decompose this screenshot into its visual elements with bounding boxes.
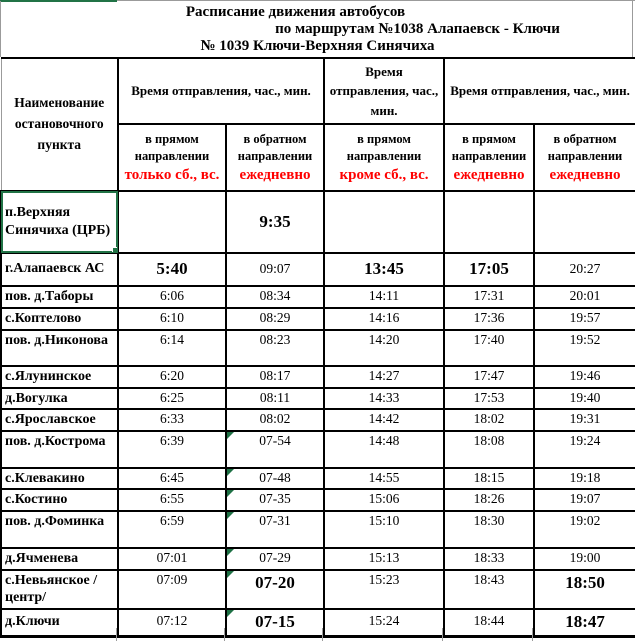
direction-label: в обратном направлении bbox=[547, 132, 623, 163]
bottom-gridline-3 bbox=[322, 628, 323, 641]
table-row bbox=[1, 431, 635, 468]
time-cell[interactable]: 19:31 bbox=[534, 409, 635, 431]
table-row bbox=[1, 330, 635, 366]
time-cell[interactable]: 13:45 bbox=[324, 253, 444, 286]
bottom-gridline-4 bbox=[442, 628, 443, 641]
time-cell[interactable]: 07:12 bbox=[118, 609, 226, 637]
time-cell[interactable]: 6:14 bbox=[118, 330, 226, 366]
header-stop-column[interactable]: Наименование остановочного пункта bbox=[1, 58, 118, 191]
time-cell[interactable]: 08:34 bbox=[226, 286, 324, 308]
direction-label: в обратном направлении bbox=[237, 132, 313, 163]
time-cell[interactable]: 18:47 bbox=[534, 609, 635, 637]
time-cell[interactable]: 14:16 bbox=[324, 308, 444, 330]
stop-cell[interactable]: с.Клевакино bbox=[1, 468, 118, 490]
time-cell[interactable]: 9:35 bbox=[226, 191, 324, 253]
table-row bbox=[1, 511, 635, 548]
bottom-gridline-1 bbox=[116, 628, 117, 641]
subheader-reverse-daily[interactable] bbox=[226, 124, 324, 191]
stop-cell[interactable]: пов. д.Таборы bbox=[1, 286, 118, 308]
stop-cell[interactable]: пов. д.Фоминка bbox=[1, 511, 118, 548]
time-cell[interactable]: 15:10 bbox=[324, 511, 444, 548]
time-cell[interactable]: 07:09 bbox=[118, 570, 226, 609]
title-line-3: № 1039 Ключи-Верхняя Синячиха bbox=[200, 38, 435, 54]
table-row bbox=[1, 609, 635, 637]
time-cell[interactable]: 6:25 bbox=[118, 388, 226, 410]
time-cell[interactable]: 17:47 bbox=[444, 366, 534, 388]
stop-cell[interactable]: д.Вогулка bbox=[1, 388, 118, 410]
stop-cell[interactable]: с.Коптелово bbox=[1, 308, 118, 330]
time-cell[interactable]: 18:02 bbox=[444, 409, 534, 431]
cell-error-triangle-icon bbox=[227, 469, 234, 476]
schedule-table bbox=[0, 57, 635, 638]
time-cell[interactable]: 18:43 bbox=[444, 570, 534, 609]
stop-cell[interactable]: с.Ялунинское bbox=[1, 366, 118, 388]
direction-label: в прямом направлении bbox=[134, 132, 210, 163]
time-cell[interactable]: 15:24 bbox=[324, 609, 444, 637]
table-row bbox=[1, 468, 635, 490]
time-cell[interactable]: 19:46 bbox=[534, 366, 635, 388]
time-cell[interactable]: 15:13 bbox=[324, 548, 444, 570]
stop-cell-selected[interactable]: п.Верхняя Синячиха (ЦРБ) bbox=[1, 191, 118, 253]
time-cell[interactable]: 08:17 bbox=[226, 366, 324, 388]
schedule-title bbox=[0, 0, 635, 57]
time-cell[interactable]: 18:30 bbox=[444, 511, 534, 548]
table-row bbox=[1, 548, 635, 570]
stop-cell[interactable]: пов. д.Никонова bbox=[1, 330, 118, 366]
table-row bbox=[1, 570, 635, 609]
time-cell[interactable] bbox=[324, 191, 444, 253]
time-cell[interactable]: 6:45 bbox=[118, 468, 226, 490]
time-cell[interactable]: 17:36 bbox=[444, 308, 534, 330]
time-cell[interactable]: 6:33 bbox=[118, 409, 226, 431]
subheader-reverse-daily-2[interactable] bbox=[534, 124, 635, 191]
time-cell[interactable]: 18:50 bbox=[534, 570, 635, 609]
time-cell[interactable]: 6:59 bbox=[118, 511, 226, 548]
time-cell[interactable]: 17:31 bbox=[444, 286, 534, 308]
cell-error-triangle-icon bbox=[227, 610, 234, 617]
time-cell[interactable]: 07-31 bbox=[226, 511, 324, 548]
table-row bbox=[1, 191, 635, 253]
cell-error-triangle-icon bbox=[227, 432, 234, 439]
time-cell[interactable]: 14:42 bbox=[324, 409, 444, 431]
time-cell[interactable] bbox=[444, 191, 534, 253]
time-cell[interactable] bbox=[118, 191, 226, 253]
selection-fill-handle[interactable] bbox=[112, 247, 118, 253]
stop-cell[interactable]: с.Невьянское /центр/ bbox=[1, 570, 118, 609]
schedule-note: кроме сб., вс. bbox=[339, 166, 429, 183]
time-cell[interactable]: 6:20 bbox=[118, 366, 226, 388]
time-cell[interactable]: 19:18 bbox=[534, 468, 635, 490]
schedule-note: только сб., вс. bbox=[124, 166, 220, 183]
time-cell[interactable]: 08:11 bbox=[226, 388, 324, 410]
time-cell[interactable]: 19:00 bbox=[534, 548, 635, 570]
time-cell[interactable]: 14:20 bbox=[324, 330, 444, 366]
time-cell[interactable]: 18:08 bbox=[444, 431, 534, 468]
table-row bbox=[1, 409, 635, 431]
stop-cell[interactable]: с.Костино bbox=[1, 489, 118, 511]
time-cell[interactable]: 14:48 bbox=[324, 431, 444, 468]
subheader-forward-daily[interactable] bbox=[444, 124, 534, 191]
subheader-forward-weekdays[interactable] bbox=[324, 124, 444, 191]
time-cell[interactable]: 14:27 bbox=[324, 366, 444, 388]
time-cell[interactable]: 09:07 bbox=[226, 253, 324, 286]
table-row bbox=[1, 388, 635, 410]
stop-cell[interactable]: д.Ячменева bbox=[1, 548, 118, 570]
worksheet-gridline-top bbox=[117, 0, 635, 1]
time-cell[interactable] bbox=[534, 191, 635, 253]
stop-cell[interactable]: д.Ключи bbox=[1, 609, 118, 637]
subheader-forward-weekend[interactable] bbox=[118, 124, 226, 191]
time-cell[interactable]: 08:02 bbox=[226, 409, 324, 431]
title-line-1: Расписание движения автобусов bbox=[185, 4, 406, 20]
time-cell[interactable]: 6:06 bbox=[118, 286, 226, 308]
time-cell[interactable]: 14:11 bbox=[324, 286, 444, 308]
time-cell[interactable]: 19:52 bbox=[534, 330, 635, 366]
time-cell[interactable]: 6:39 bbox=[118, 431, 226, 468]
time-cell[interactable]: 18:26 bbox=[444, 489, 534, 511]
time-cell[interactable]: 17:40 bbox=[444, 330, 534, 366]
table-row bbox=[1, 253, 635, 286]
title-line-2: по маршрутам №1038 Алапаевск - Ключи bbox=[275, 21, 560, 37]
time-cell[interactable]: 19:07 bbox=[534, 489, 635, 511]
time-cell[interactable]: 5:40 bbox=[118, 253, 226, 286]
time-cell[interactable]: 08:29 bbox=[226, 308, 324, 330]
time-cell[interactable]: 07-48 bbox=[226, 468, 324, 490]
time-cell[interactable]: 6:55 bbox=[118, 489, 226, 511]
bottom-gridline-5 bbox=[532, 628, 533, 641]
cell-error-triangle-icon bbox=[227, 490, 234, 497]
cell-error-triangle-icon bbox=[227, 571, 234, 578]
time-cell[interactable]: 17:53 bbox=[444, 388, 534, 410]
table-row bbox=[1, 366, 635, 388]
time-cell[interactable]: 6:10 bbox=[118, 308, 226, 330]
direction-label: в прямом направлении bbox=[451, 132, 527, 163]
schedule-note: ежедневно bbox=[239, 166, 311, 183]
time-cell[interactable]: 15:23 bbox=[324, 570, 444, 609]
direction-label: в прямом направлении bbox=[346, 132, 422, 163]
time-cell[interactable]: 07-15 bbox=[226, 609, 324, 637]
header-group-route-1039[interactable]: Время отправления, час., мин. bbox=[444, 58, 635, 124]
time-cell[interactable]: 19:24 bbox=[534, 431, 635, 468]
bottom-gridline-2 bbox=[224, 628, 225, 641]
table-row bbox=[1, 489, 635, 511]
time-cell[interactable]: 08:23 bbox=[226, 330, 324, 366]
cell-error-triangle-icon bbox=[227, 512, 234, 519]
time-cell[interactable]: 18:33 bbox=[444, 548, 534, 570]
time-cell[interactable]: 18:15 bbox=[444, 468, 534, 490]
time-cell[interactable]: 07-20 bbox=[226, 570, 324, 609]
time-cell[interactable]: 19:40 bbox=[534, 388, 635, 410]
time-cell[interactable]: 19:02 bbox=[534, 511, 635, 548]
time-cell[interactable]: 07-29 bbox=[226, 548, 324, 570]
stop-cell[interactable]: с.Ярославское bbox=[1, 409, 118, 431]
time-cell[interactable]: 07-54 bbox=[226, 431, 324, 468]
schedule-body bbox=[1, 191, 635, 637]
time-cell[interactable]: 17:05 bbox=[444, 253, 534, 286]
schedule-note: ежедневно bbox=[549, 166, 621, 183]
table-row bbox=[1, 308, 635, 330]
header-group-route-1038[interactable]: Время отправления, час., мин. bbox=[118, 58, 324, 124]
time-cell[interactable]: 07:01 bbox=[118, 548, 226, 570]
table-row bbox=[1, 286, 635, 308]
cell-error-triangle-icon bbox=[227, 549, 234, 556]
selection-column-gridline bbox=[0, 0, 117, 2]
time-cell[interactable]: 20:27 bbox=[534, 253, 635, 286]
time-cell[interactable]: 20:01 bbox=[534, 286, 635, 308]
stop-cell[interactable]: пов. д.Кострома bbox=[1, 431, 118, 468]
time-cell[interactable]: 14:55 bbox=[324, 468, 444, 490]
header-group-middle[interactable]: Время отправления, час., мин. bbox=[324, 58, 444, 124]
stop-cell[interactable]: г.Алапаевск АС bbox=[1, 253, 118, 286]
time-cell[interactable]: 07-35 bbox=[226, 489, 324, 511]
time-cell[interactable]: 18:44 bbox=[444, 609, 534, 637]
time-cell[interactable]: 14:33 bbox=[324, 388, 444, 410]
time-cell[interactable]: 15:06 bbox=[324, 489, 444, 511]
time-cell[interactable]: 19:57 bbox=[534, 308, 635, 330]
schedule-note: ежедневно bbox=[453, 166, 525, 183]
